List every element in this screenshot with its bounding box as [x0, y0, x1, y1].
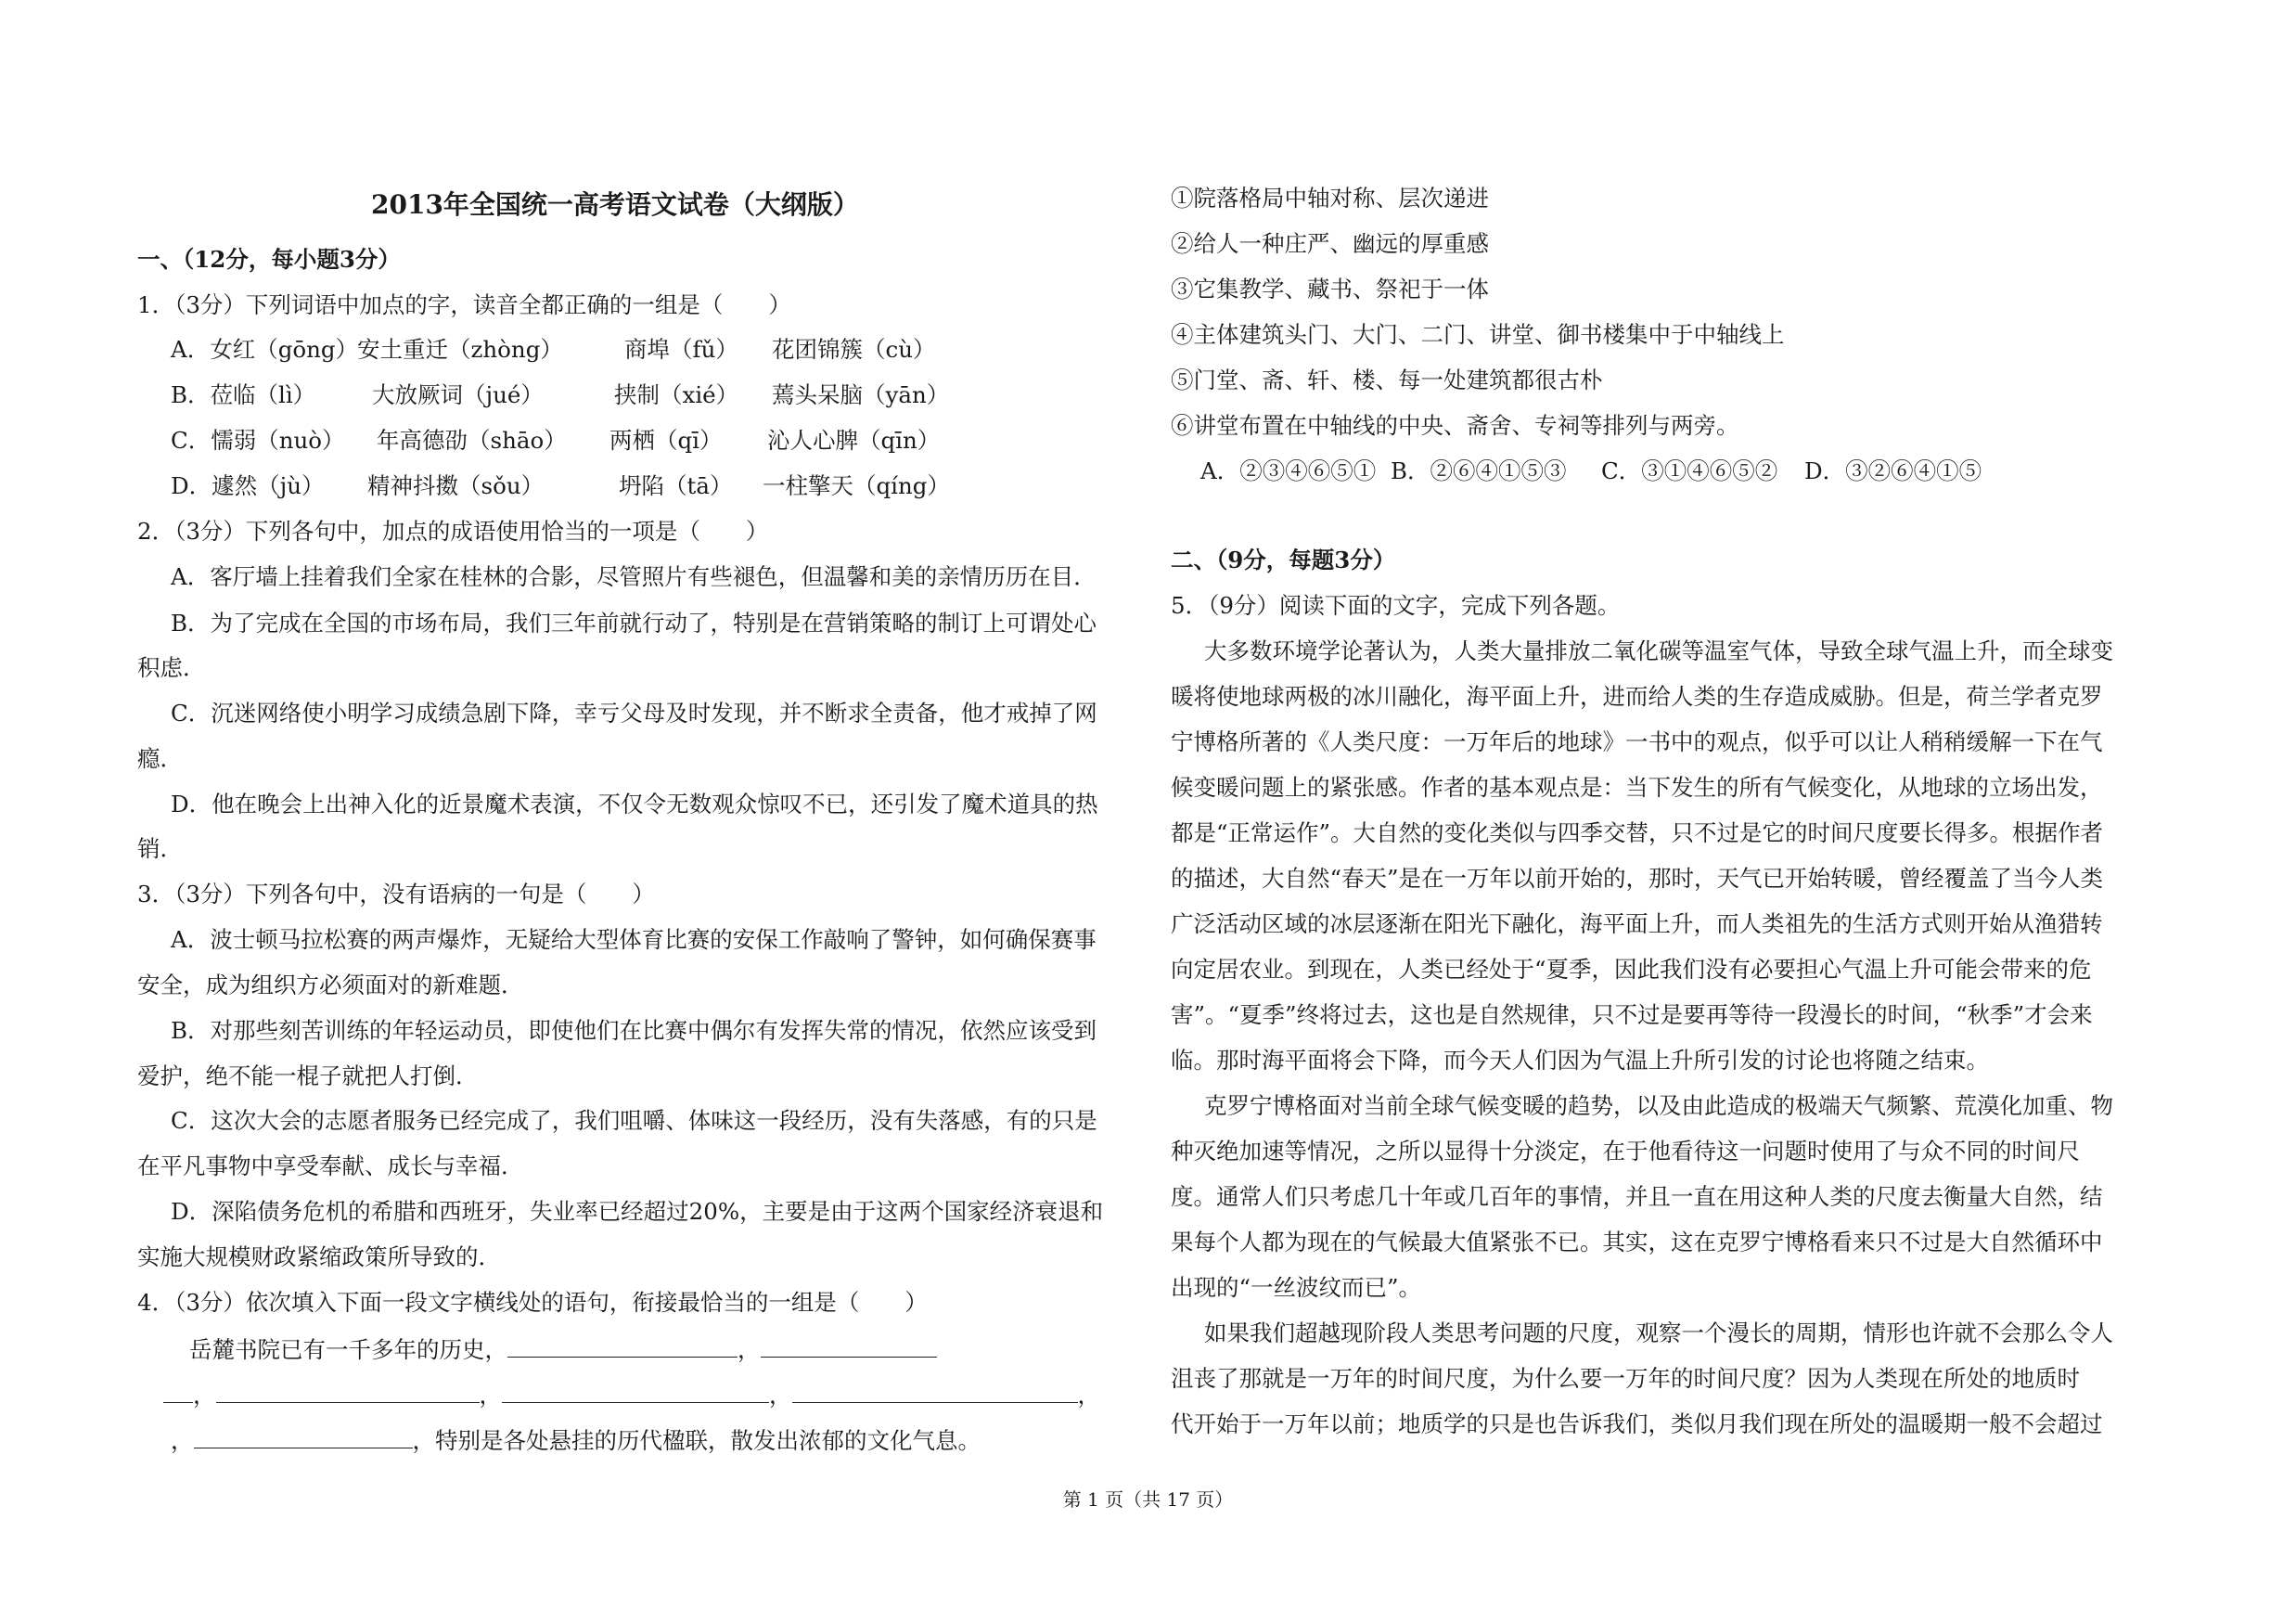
q1c-1: C．懦弱（nuò）: [171, 427, 345, 454]
list-item: ⑤门堂、斋、轩、楼、每一处建筑都很古朴: [1171, 367, 1603, 393]
q2-option-b-line2: 积虑．: [137, 654, 206, 681]
paragraph-line: 度。通常人们只考虑几十年或几百年的事情，并且一直在用这种人类的尺度去衡量大自然，结: [1171, 1183, 2103, 1210]
answer-blank: [194, 1423, 413, 1448]
paragraph-line: 代开始于一万年以前；地质学的只是也告诉我们，类似月我们现在所处的温暖期一般不会超过: [1171, 1410, 2103, 1437]
q1b-4: 蔫头呆脑（yān）: [772, 381, 950, 408]
q4-option-c: C．③①④⑥⑤②: [1601, 457, 1778, 484]
q1d-1: D．遽然（jù）: [171, 472, 325, 499]
q3-stem: 3．（3分）下列各句中，没有语病的一句是（ ）: [137, 881, 655, 908]
q3-option-c-line2: 在平凡事物中享受奉献、成长与幸福．: [137, 1152, 524, 1179]
q2-option-d-line2: 销．: [137, 835, 183, 862]
q4-passage-line2: [163, 1378, 1100, 1411]
paragraph-line: 广泛活动区域的冰层逐渐在阳光下融化，海平面上升，而人类祖先的生活方式则开始从渔猎转: [1171, 910, 2103, 937]
answer-blank: [163, 1378, 193, 1403]
q3-option-c-line1: C．这次大会的志愿者服务已经完成了，我们咀嚼、体味这一段经历，没有失落感，有的只是: [171, 1107, 1097, 1134]
q1d-3: 坍陷（tā）: [619, 472, 733, 499]
paragraph-line: 候变暖问题上的紧张感。作者的基本观点是：当下发生的所有气候变化，从地球的立场出发，: [1171, 774, 2103, 801]
list-item: ③它集教学、藏书、祭祀于一体: [1171, 276, 1489, 303]
q3-option-d-line2: 实施大规模财政紧缩政策所导致的．: [137, 1243, 501, 1270]
q1a-3: 商埠（fǔ）: [624, 336, 738, 363]
page-footer: 第 1 页（共 17 页）: [1062, 1488, 1234, 1511]
section-one-heading: 一、（12分，每小题3分）: [137, 246, 401, 273]
comma: ，: [1077, 1382, 1100, 1409]
q1c-2: 年高德劭（shāo）: [377, 427, 567, 454]
q1c-4: 沁人心脾（qīn）: [767, 427, 941, 454]
paragraph-line: 暖将使地球两极的冰川融化，海平面上升，进而给人类的生存造成威胁。但是，荷兰学者克罗: [1171, 683, 2103, 710]
q3-option-d-line1: D．深陷债务危机的希腊和西班牙，失业率已经超过20%，主要是由于这两个国家经济衰退和: [171, 1198, 1104, 1225]
q4-passage-text: 岳麓书院已有一千多年的历史，: [189, 1336, 507, 1363]
q1b-1: B．莅临（lì）: [171, 381, 316, 408]
q4-passage-end: ，特别是各处悬挂的历代楹联，散发出浓郁的文化气息。: [412, 1427, 981, 1454]
paragraph-line: 克罗宁博格面对当前全球气候变暖的趋势，以及由此造成的极端天气频繁、荒漠化加重、物: [1204, 1092, 2113, 1119]
q1-stem: 1．（3分）下列词语中加点的字，读音全都正确的一组是（ ）: [137, 291, 791, 318]
page-title: 2013年全国统一高考语文试卷（大纲版）: [371, 189, 859, 220]
q4-passage-line3: [171, 1423, 981, 1457]
q2-option-a: A．客厅墙上挂着我们全家在桂林的合影，尽管照片有些褪色，但温馨和美的亲情历历在目．: [171, 563, 1097, 590]
paragraph-line: 大多数环境学论著认为，人类大量排放二氧化碳等温室气体，导致全球气温上升，而全球变: [1204, 637, 2113, 664]
list-item: ⑥讲堂布置在中轴线的中央、斋舍、专祠等排列与两旁。: [1171, 412, 1739, 439]
q2-stem: 2．（3分）下列各句中，加点的成语使用恰当的一项是（ ）: [137, 518, 769, 545]
q1a-1: A．女红（gōng）: [171, 336, 359, 363]
q1c-3: 两栖（qī）: [609, 427, 723, 454]
q3-option-a-line1: A．波士顿马拉松赛的两声爆炸，无疑给大型体育比赛的安保工作敲响了警钟，如何确保赛事: [171, 926, 1097, 953]
q4-passage-line1: [189, 1332, 937, 1366]
paragraph-line: 如果我们超越现阶段人类思考问题的尺度，观察一个漫长的周期，情形也许就不会那么令人: [1204, 1319, 2113, 1346]
paragraph-line: 种灭绝加速等情况，之所以显得十分淡定，在于他看待这一问题时使用了与众不同的时间尺: [1171, 1138, 2080, 1165]
q2-option-b-line1: B．为了完成在全国的市场布局，我们三年前就行动了，特别是在营销策略的制订上可谓处心: [171, 610, 1097, 637]
list-item: ①院落格局中轴对称、层次递进: [1171, 185, 1489, 212]
comma: ，: [479, 1382, 502, 1409]
q4-option-b: B．②⑥④①⑤③: [1391, 457, 1567, 484]
q2-option-d-line1: D．他在晚会上出神入化的近景魔术表演，不仅令无数观众惊叹不已，还引发了魔术道具的热: [171, 791, 1098, 817]
q3-option-a-line2: 安全，成为组织方必须面对的新难题．: [137, 972, 524, 998]
answer-blank: [792, 1378, 1078, 1403]
list-item: ④主体建筑头门、大门、二门、讲堂、御书楼集中于中轴线上: [1171, 321, 1785, 348]
q1b-3: 挟制（xié）: [614, 381, 739, 408]
section-two-heading: 二、（9分，每题3分）: [1171, 547, 1396, 573]
answer-blank: [502, 1378, 769, 1403]
comma: ，: [738, 1336, 761, 1363]
q1a-2: 安土重迁（zhòng）: [357, 336, 563, 363]
paragraph-line: 的描述，大自然“春天”是在一万年以前开始的，那时，天气已开始转暖，曾经覆盖了当今人类: [1171, 865, 2104, 892]
comma: ，: [193, 1382, 216, 1409]
q1d-2: 精神抖擞（sǒu）: [367, 472, 545, 499]
q5-stem: 5．（9分）阅读下面的文字，完成下列各题。: [1171, 592, 1621, 619]
paragraph-line: 都是“正常运作”。大自然的变化类似与四季交替，只不过是它的时间尺度要长得多。根据作者: [1171, 819, 2104, 846]
q4-stem: 4．（3分）依次填入下面一段文字横线处的语句，衔接最恰当的一组是（ ）: [137, 1289, 928, 1316]
q2-option-c-line2: 瘾．: [137, 745, 183, 772]
comma: ，: [769, 1382, 792, 1409]
comma: ，: [171, 1427, 194, 1454]
paragraph-line: 向定居农业。到现在，人类已经处于“夏季，因此我们没有必要担心气温上升可能会带来的危: [1171, 956, 2092, 983]
answer-blank: [761, 1332, 937, 1358]
q1d-4: 一柱擎天（qíng）: [763, 472, 950, 499]
q1b-2: 大放厥词（jué）: [372, 381, 544, 408]
answer-blank: [507, 1332, 738, 1358]
paragraph-line: 宁博格所著的《人类尺度：一万年后的地球》一书中的观点，似乎可以让人稍稍缓解一下在气: [1171, 728, 2103, 755]
q3-option-b-line1: B．对那些刻苦训练的年轻运动员，即使他们在比赛中偶尔有发挥失常的情况，依然应该受到: [171, 1017, 1097, 1044]
q3-option-b-line2: 爱护，绝不能一棍子就把人打倒．: [137, 1062, 479, 1089]
q1a-4: 花团锦簇（cù）: [772, 336, 936, 363]
q4-option-a: A．②③④⑥⑤①: [1200, 457, 1377, 484]
paragraph-line: 沮丧了那就是一万年的时间尺度，为什么要一万年的时间尺度？因为人类现在所处的地质时: [1171, 1365, 2080, 1392]
q4-option-d: D．③②⑥④①⑤: [1804, 457, 1982, 484]
paragraph-line: 果每个人都为现在的气候最大值紧张不已。其实，这在克罗宁博格看来只不过是大自然循环中: [1171, 1229, 2103, 1255]
paragraph-line: 害”。“夏季”终将过去，这也是自然规律，只不过是要再等待一段漫长的时间，“秋季”才会来: [1171, 1001, 2093, 1028]
answer-blank: [216, 1378, 480, 1403]
paragraph-line: 临。那时海平面将会下降，而今天人们因为气温上升所引发的讨论也将随之结束。: [1171, 1047, 1989, 1074]
q2-option-c-line1: C．沉迷网络使小明学习成绩急剧下降，幸亏父母及时发现，并不断求全责备，他才戒掉了网: [171, 700, 1097, 727]
list-item: ②给人一种庄严、幽远的厚重感: [1171, 230, 1489, 257]
paragraph-line: 出现的“一丝波纹而已”。: [1171, 1274, 1422, 1301]
